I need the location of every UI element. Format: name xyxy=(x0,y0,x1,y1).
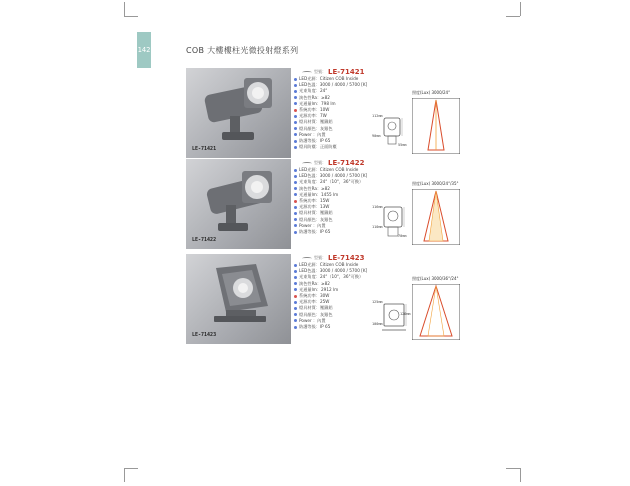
page-number: 142 xyxy=(137,46,151,54)
bullet-icon xyxy=(294,102,297,105)
bullet-icon xyxy=(294,319,297,322)
spec-item: 防護等級：IP 65 xyxy=(294,138,399,144)
bullet-icon xyxy=(294,200,297,203)
crop-mark xyxy=(124,16,138,17)
model-number: LE-71422 xyxy=(328,159,365,167)
bullet-icon xyxy=(294,175,297,178)
product-block xyxy=(186,68,476,158)
illuminance-cone-graph xyxy=(412,189,460,245)
bullet-icon xyxy=(294,206,297,209)
model-number: LE-71423 xyxy=(328,254,365,262)
bullet-icon xyxy=(294,212,297,215)
spec-item: LED光源：Citizen COB Inside xyxy=(294,76,399,82)
spec-item: 燈具材質：壓鑄鋁 xyxy=(294,119,399,125)
spec-item: 系統功率：15W xyxy=(294,198,399,204)
bullet-icon xyxy=(294,96,297,99)
crop-mark xyxy=(506,468,520,469)
spec-item: 燈具材質：壓鑄鋁 xyxy=(294,305,399,311)
swoosh-icon xyxy=(302,162,312,165)
bullet-icon xyxy=(294,313,297,316)
model-heading: 型號： LE-71422 xyxy=(302,159,399,167)
photo-label: LE-71422 xyxy=(192,237,217,243)
spec-item: 防護等級：IP 65 xyxy=(294,324,399,330)
illuminance-cone-graph xyxy=(412,98,460,154)
spec-item: 光通量lm：1455 lm xyxy=(294,192,399,198)
dimension-label: 120mm xyxy=(400,312,411,316)
bullet-icon xyxy=(294,109,297,112)
photo-label: LE-71421 xyxy=(192,146,217,152)
spec-item: Power ：內置 xyxy=(294,318,399,324)
illuminance-cone-graph xyxy=(412,284,460,340)
spec-item: 系統功率：30W xyxy=(294,293,399,299)
photo-label: LE-71423 xyxy=(192,332,217,338)
dimension-label: 125mm xyxy=(372,300,383,304)
floodlight-icon xyxy=(186,68,291,158)
spec-item: 演色性Ra：≥82 xyxy=(294,186,399,192)
crop-mark xyxy=(520,2,521,16)
illuminance-title: 照度(Lux) 3000/36°/24° xyxy=(412,276,459,281)
product-photo xyxy=(186,254,291,344)
swoosh-icon xyxy=(302,71,312,74)
illuminance-title: 照度(Lux) 3000/24°/35° xyxy=(412,181,459,186)
bullet-icon xyxy=(294,301,297,304)
dimension-drawing xyxy=(372,298,416,336)
bullet-icon xyxy=(294,121,297,124)
bullet-icon xyxy=(294,264,297,267)
bullet-icon xyxy=(294,231,297,234)
dimension-drawing xyxy=(372,203,416,241)
bullet-icon xyxy=(294,90,297,93)
spec-item: LED色溫：3000 / 4000 / 5700 [K] xyxy=(294,173,399,179)
crop-mark xyxy=(124,468,138,469)
spec-item: 光束角度：24°（10°，36°可換） xyxy=(294,274,399,280)
spec-item: Power ：內置 xyxy=(294,223,399,229)
bullet-icon xyxy=(294,133,297,136)
spec-item: LED色溫：3000 / 4000 / 5700 [K] xyxy=(294,268,399,274)
product-block xyxy=(186,254,476,344)
bullet-icon xyxy=(294,270,297,273)
model-heading: 型號： LE-71421 xyxy=(302,68,399,76)
floodlight-icon xyxy=(186,159,291,249)
bullet-icon xyxy=(294,218,297,221)
spec-item: 燈具防塵：正面防塵 xyxy=(294,144,399,150)
crop-mark xyxy=(124,2,125,16)
crop-mark xyxy=(124,468,125,482)
dimension-label: 90mm xyxy=(372,134,381,138)
dimension-label: 112mm xyxy=(372,114,383,118)
bullet-icon xyxy=(294,146,297,149)
spec-item: 防護等級：IP 65 xyxy=(294,229,399,235)
bullet-icon xyxy=(294,84,297,87)
model-number: LE-71421 xyxy=(328,68,365,76)
bullet-icon xyxy=(294,307,297,310)
spec-item: 燈具材質：壓鑄鋁 xyxy=(294,210,399,216)
model-heading: 型號： LE-71423 xyxy=(302,254,399,262)
page-number-tab xyxy=(137,32,151,68)
bullet-icon xyxy=(294,276,297,279)
spec-item: LED光源：Citizen COB Inside xyxy=(294,262,399,268)
bullet-icon xyxy=(294,78,297,81)
dimension-label: 116mm xyxy=(372,205,383,209)
spec-item: 燈具顏色：灰銀色 xyxy=(294,217,399,223)
crop-mark xyxy=(520,468,521,482)
spec-item: Power ：內置 xyxy=(294,132,399,138)
dimension-drawing xyxy=(372,112,416,150)
bullet-icon xyxy=(294,169,297,172)
swoosh-icon xyxy=(302,257,312,260)
spec-item: 光源功率：25W xyxy=(294,299,399,305)
bullet-icon xyxy=(294,181,297,184)
spec-item: 光源功率：7W xyxy=(294,113,399,119)
spec-item: 光通量lm：798 lm xyxy=(294,101,399,107)
bullet-icon xyxy=(294,326,297,329)
product-photo xyxy=(186,159,291,249)
spec-item: 光源功率：13W xyxy=(294,204,399,210)
product-block xyxy=(186,159,476,249)
illuminance-title: 照度(Lux) 3000/24° xyxy=(412,90,451,95)
floodlight-icon xyxy=(186,254,291,344)
dimension-label: 100mm xyxy=(372,322,383,326)
bullet-icon xyxy=(294,288,297,291)
bullet-icon xyxy=(294,295,297,298)
bullet-icon xyxy=(294,224,297,227)
product-photo xyxy=(186,68,291,158)
dimension-label: 55mm xyxy=(398,143,407,147)
spec-item: 演色性Ra：≥82 xyxy=(294,281,399,287)
spec-item: 光通量lm：2912 lm xyxy=(294,287,399,293)
crop-mark xyxy=(506,16,520,17)
bullet-icon xyxy=(294,193,297,196)
bullet-icon xyxy=(294,115,297,118)
dimension-label: 70mm xyxy=(398,234,407,238)
spec-item: 光束角度：24°（10°，36°可換） xyxy=(294,179,399,185)
spec-item: 演色性Ra：≥82 xyxy=(294,95,399,101)
bullet-icon xyxy=(294,282,297,285)
bullet-icon xyxy=(294,140,297,143)
spec-item: 燈具顏色：灰銀色 xyxy=(294,312,399,318)
spec-item: 光束角度：24° xyxy=(294,88,399,94)
spec-item: LED光源：Citizen COB Inside xyxy=(294,167,399,173)
spec-item: LED色溫：3000 / 4000 / 5700 [K] xyxy=(294,82,399,88)
bullet-icon xyxy=(294,127,297,130)
bullet-icon xyxy=(294,187,297,190)
spec-item: 系統功率：10W xyxy=(294,107,399,113)
spec-item: 燈具顏色：灰銀色 xyxy=(294,126,399,132)
page-title: COB 大樓樓柱光微投射燈系列 xyxy=(186,46,299,55)
dimension-label: 110mm xyxy=(372,225,383,229)
